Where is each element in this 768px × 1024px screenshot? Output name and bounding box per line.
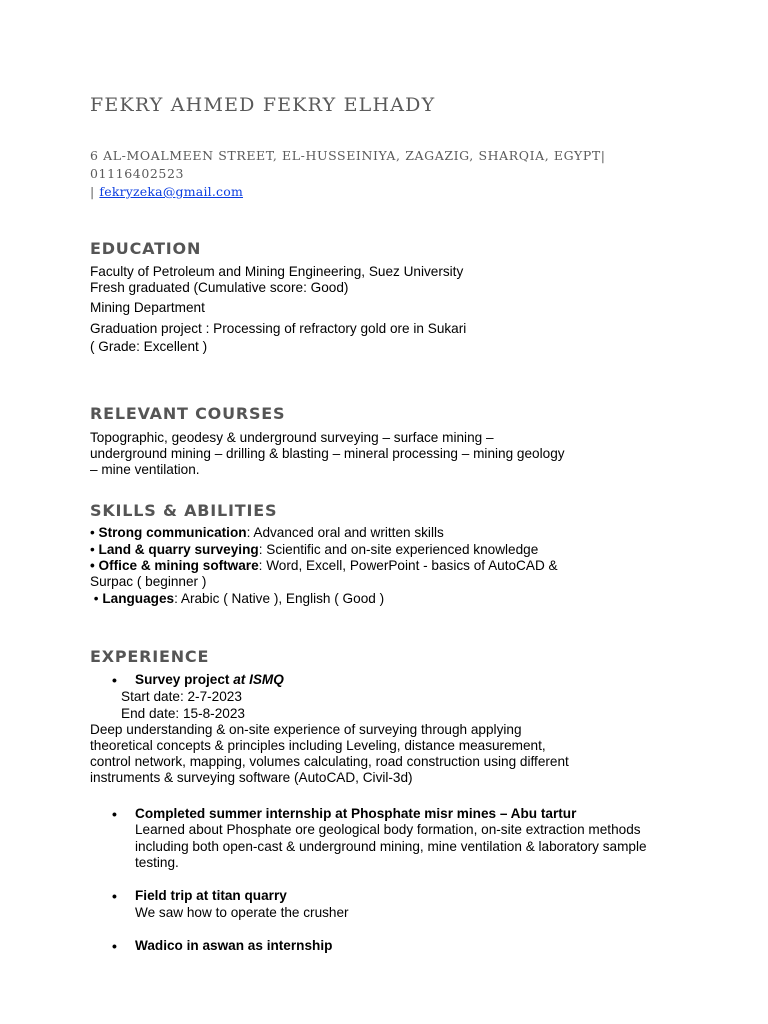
survey-start-date: Start date: 2-7-2023 — [121, 689, 242, 704]
email-link[interactable]: fekryzeka@gmail.com — [99, 184, 243, 199]
internship-desc-line: Learned about Phosphate ore geological body formation, on-site extraction methods — [135, 822, 641, 837]
field-trip-title-text: Field trip at titan quarry — [135, 888, 287, 903]
skill-bullet: • — [90, 542, 99, 557]
skill-text: : Advanced oral and written skills — [246, 525, 444, 540]
wadico-title — [135, 938, 332, 954]
bullet-icon: • — [112, 938, 117, 954]
survey-desc-line: theoretical concepts & principles including Leveling, distance measurement, — [90, 738, 546, 753]
wadico-title-text: Wadico in aswan as internship — [135, 938, 333, 953]
courses-line: – mine ventilation. — [90, 462, 200, 477]
skill-item — [90, 591, 384, 607]
skill-continuation: Surpac ( beginner ) — [90, 574, 207, 589]
internship-title — [135, 806, 576, 822]
skill-text: : Arabic ( Native ), English ( Good ) — [174, 591, 385, 606]
contact-info — [90, 147, 690, 201]
courses-line: Topographic, geodesy & underground surveying – surface mining – — [90, 430, 494, 445]
survey-project-title — [135, 672, 284, 688]
pipe-separator: | — [90, 184, 100, 199]
skill-item — [90, 525, 444, 541]
bullet-icon: • — [112, 806, 117, 822]
survey-desc-line: instruments & surveying software (AutoCAD, Civil-3d) — [90, 770, 413, 785]
skill-label: Land & quarry surveying — [98, 542, 259, 557]
survey-desc-line: Deep understanding & on-site experience of surveying through applying — [90, 722, 522, 737]
education-project: Graduation project : Processing of refractory gold ore in Sukari — [90, 321, 467, 336]
skill-label: Strong communication — [98, 525, 247, 540]
experience-heading: EXPERIENCE — [90, 647, 210, 666]
survey-end-date: End date: 15-8-2023 — [121, 706, 245, 721]
survey-title-company: at ISMQ — [233, 672, 284, 687]
address-line: 6 AL-MOALMEEN STREET, EL-HUSSEINIYA, ZAGAZIG, SHARQIA, EGYPT| 01116402523 — [90, 148, 606, 181]
skill-bullet: • — [90, 591, 103, 606]
field-trip-title — [135, 888, 287, 904]
field-trip-desc: We saw how to operate the crusher — [135, 905, 349, 920]
skill-text: : Word, Excell, PowerPoint - basics of AutoCAD & — [258, 558, 558, 573]
skill-item — [90, 558, 558, 574]
education-heading: EDUCATION — [90, 239, 202, 258]
bullet-icon: • — [112, 888, 117, 904]
internship-desc-line: testing. — [135, 855, 179, 870]
bullet-icon: • — [112, 672, 117, 688]
education-faculty: Faculty of Petroleum and Mining Engineering, Suez University — [90, 264, 464, 279]
internship-title-text: Completed summer internship at Phosphate misr mines – Abu tartur — [135, 806, 577, 821]
skill-bullet: • — [90, 525, 99, 540]
candidate-name: FEKRY AHMED FEKRY ELHADY — [90, 94, 436, 116]
education-grade: ( Grade: Excellent ) — [90, 339, 208, 354]
skill-item — [90, 542, 538, 558]
skill-label: • Office & mining software — [90, 558, 259, 573]
education-department: Mining Department — [90, 300, 205, 315]
courses-line: underground mining – drilling & blasting – mineral processing – mining geology — [90, 446, 565, 461]
skill-label: Languages — [102, 591, 175, 606]
internship-desc-line: including both open-cast & underground mining, mine ventilation & laboratory sample — [135, 839, 647, 854]
skill-text: : Scientific and on-site experienced knowledge — [258, 542, 539, 557]
survey-desc-line: control network, mapping, volumes calculating, road construction using different — [90, 754, 569, 769]
courses-heading: RELEVANT COURSES — [90, 404, 286, 423]
survey-title: Survey project — [135, 672, 234, 687]
education-status: Fresh graduated (Cumulative score: Good) — [90, 280, 349, 295]
skills-heading: SKILLS & ABILITIES — [90, 501, 278, 520]
